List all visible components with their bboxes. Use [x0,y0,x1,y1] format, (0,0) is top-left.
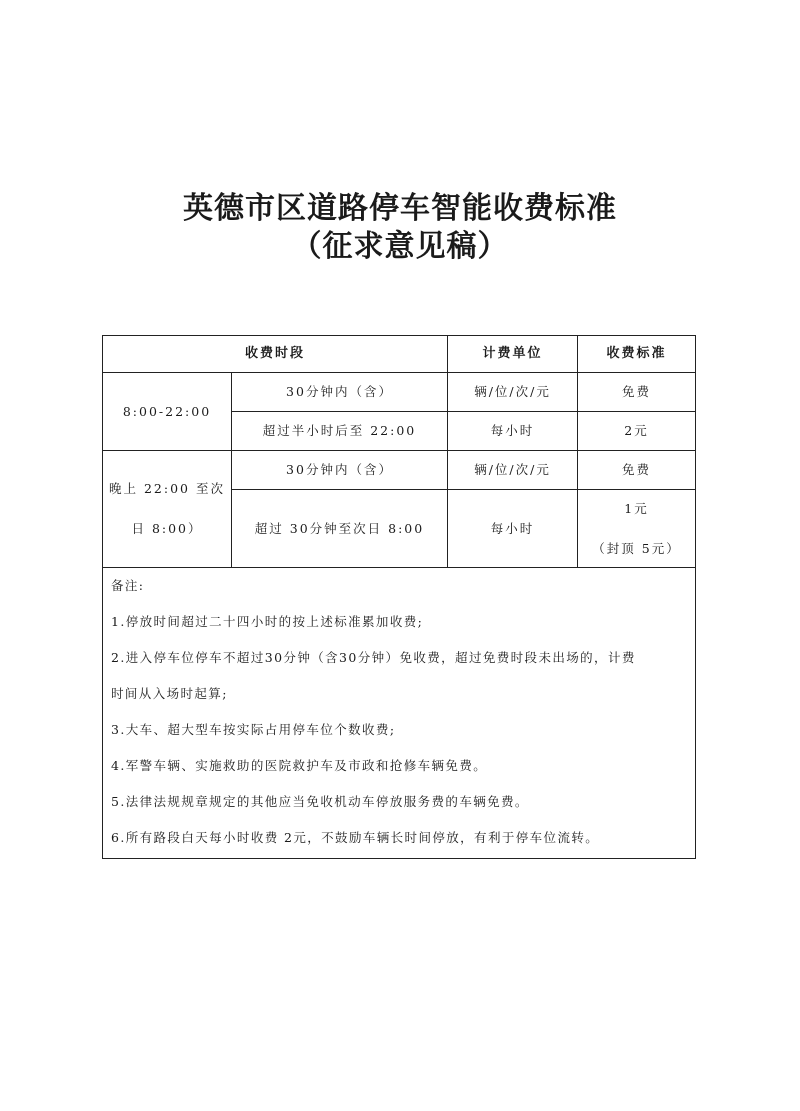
day-standard: 2元 [578,412,696,451]
day-unit: 每小时 [448,412,578,451]
fee-table [102,335,696,859]
note-item: 4.军警车辆、实施救助的医院救护车及市政和抢修车辆免费。 [111,758,488,773]
header-unit: 计费单位 [448,336,578,373]
night-unit: 辆/位/次/元 [448,451,578,490]
header-standard: 收费标准 [578,336,696,373]
notes-cell [103,568,696,859]
table-row [103,451,696,490]
note-item [111,648,689,704]
night-standard [578,490,696,568]
note-item: 3.大车、超大型车按实际占用停车位个数收费; [111,722,396,737]
day-sub-period: 超过半小时后至 22:00 [232,412,448,451]
notes-heading: 备注: [111,578,145,593]
note-item-line: 2.进入停车位停车不超过30分钟（含30分钟）免收费，超过免费时段未出场的，计费 [111,650,636,665]
night-standard-line2: （封顶 5元） [592,540,681,556]
night-period [103,451,232,568]
note-item: 5.法律法规规章规定的其他应当免收机动车停放服务费的车辆免费。 [111,794,529,809]
document-subtitle: （征求意见稿） [291,229,509,264]
day-standard: 免费 [578,373,696,412]
night-unit: 每小时 [448,490,578,568]
table-header-row [103,336,696,373]
night-period-line1: 晚上 22:00 至次 [109,481,225,496]
day-sub-period: 30分钟内（含） [232,373,448,412]
notes-row [103,568,696,859]
night-period-line2: 日 8:00） [131,521,203,536]
document-title: 英德市区道路停车智能收费标准 [183,191,617,226]
night-sub-period: 30分钟内（含） [232,451,448,490]
note-item: 1.停放时间超过二十四小时的按上述标准累加收费; [111,614,424,629]
notes-block [103,568,695,858]
table-row [103,373,696,412]
note-item: 6.所有路段白天每小时收费 2元，不鼓励车辆长时间停放，有利于停车位流转。 [111,830,600,845]
day-unit: 辆/位/次/元 [448,373,578,412]
night-sub-period: 超过 30分钟至次日 8:00 [232,490,448,568]
night-standard: 免费 [578,451,696,490]
night-standard-line1: 1元 [624,500,649,516]
day-period: 8:00-22:00 [103,373,232,451]
note-item-line: 时间从入场时起算; [111,686,228,701]
header-period: 收费时段 [103,336,448,373]
